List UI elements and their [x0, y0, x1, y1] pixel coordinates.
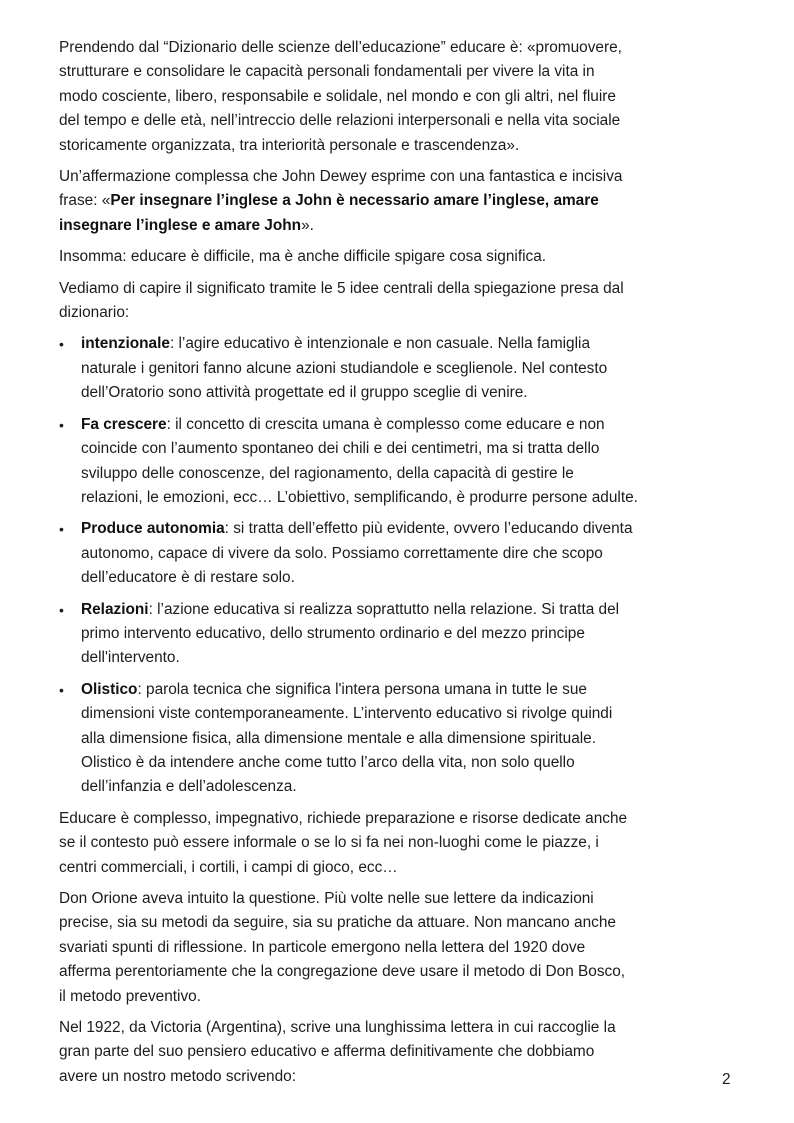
text-line: relazioni, le emozioni, ecc… L’obiettivo, semplificando, è produrre persone adulte. [81, 488, 638, 506]
paragraph-dewey-quote [59, 165, 739, 238]
paragraph-definition [59, 36, 739, 158]
text-line: dell’Oratorio sono attività progettate ed il gruppo sceglie di venire. [81, 384, 528, 402]
paragraph-educare-complesso [59, 807, 739, 880]
paragraph-insomma [59, 245, 739, 269]
text-line: primo intervento educativo, dello strumento ordinario e del mezzo principe [81, 624, 585, 642]
idea-term: Relazioni [81, 600, 149, 618]
text-line: Insomma: educare è difficile, ma è anche difficile spigare cosa significa. [59, 248, 547, 266]
list-item-olistico [59, 678, 739, 800]
text-line: dell'intervento. [81, 649, 180, 667]
text-line: sviluppo delle conoscenze, del ragionamento, della capacità di gestire le [81, 464, 574, 482]
text-line: Olistico è da intendere anche come tutto l’arco della vita, non solo quello [81, 753, 575, 771]
paragraph-nel-1922 [59, 1016, 739, 1089]
text-line: Un’affermazione complessa che John Dewey esprime con una fantastica e incisiva [59, 168, 623, 186]
list-item-relazioni [59, 598, 739, 671]
quote-suffix: ». [301, 216, 314, 234]
text-line: se il contesto può essere informale o se lo si fa nei non-luoghi come le piazze, i [59, 834, 599, 852]
bullet-icon: • [59, 681, 64, 698]
dewey-quote-bold: insegnare l’inglese e amare John [59, 216, 302, 234]
text-line: naturale i genitori fanno alcune azioni studiandole e sceglienole. Nel contesto [81, 359, 608, 377]
quote-prefix: frase: « [59, 192, 111, 210]
text-line: dell’educatore è di restare solo. [81, 569, 295, 587]
text-line: dizionario: [59, 304, 130, 322]
text-line: alla dimensione fisica, alla dimensione mentale e alla dimensione spirituale. [81, 729, 597, 747]
text-line: Prendendo dal “Dizionario delle scienze dell’educazione” educare è: «promuovere, [59, 39, 622, 56]
document-page [59, 36, 739, 1096]
idea-term: Olistico [81, 680, 138, 698]
text-line: svariati spunti di riflessione. In particole emergono nella lettera del 1920 dove [59, 938, 586, 956]
bullet-icon: • [59, 521, 64, 538]
text-line: storicamente organizzata, tra interiorità personale e trascendenza». [59, 136, 520, 154]
text-line: afferma perentoriamente che la congregazione deve usare il metodo di Don Bosco, [59, 963, 626, 981]
bullet-icon: • [59, 416, 64, 433]
text-line: autonomo, capace di vivere da solo. Possiamo correttamente dire che scopo [81, 544, 603, 562]
list-item-intenzionale [59, 332, 739, 405]
text-line: Vediamo di capire il significato tramite le 5 idee centrali della spiegazione presa dal [59, 279, 624, 297]
idea-text: : l’agire educativo è intenzionale e non casuale. Nella famiglia [169, 335, 591, 353]
idea-term: Produce autonomia [81, 520, 225, 538]
text-line: coincide con l’aumento spontaneo dei chili e dei centimetri, ma si tratta dello [81, 440, 600, 458]
text-line: avere un nostro metodo scrivendo: [59, 1067, 296, 1085]
paragraph-don-orione [59, 887, 739, 1009]
idea-text: : parola tecnica che significa l'intera persona umana in tutte le sue [137, 680, 587, 698]
text-line: il metodo preventivo. [59, 987, 202, 1005]
text-line: del tempo e delle età, nell’intreccio delle relazioni interpersonali e nella vita sociale [59, 112, 621, 130]
idea-term: intenzionale [81, 335, 170, 353]
dewey-quote-bold: Per insegnare l’inglese a John è necessario amare l’inglese, amare [110, 192, 599, 210]
list-item-fa-crescere [59, 413, 739, 511]
idea-text: : il concetto di crescita umana è complesso come educare e non [166, 415, 605, 433]
text-line: gran parte del suo pensiero educativo e afferma definitivamente che dobbiamo [59, 1043, 595, 1061]
list-item-produce-autonomia [59, 517, 739, 590]
text-line [59, 214, 739, 238]
text-line: dimensioni viste contemporaneamente. L’intervento educativo si rivolge quindi [81, 705, 613, 723]
text-line: strutturare e consolidare le capacità personali fondamentali per vivere la vita in [59, 63, 595, 81]
text-line: Nel 1922, da Victoria (Argentina), scrive una lunghissima lettera in cui raccoglie la [59, 1019, 616, 1037]
text-line: precise, sia su metodi da seguire, sia su pratiche da attuare. Non mancano anche [59, 914, 616, 932]
paragraph-vediamo [59, 277, 739, 326]
page-number: 2 [722, 1071, 731, 1088]
text-line: dell’infanzia e dell’adolescenza. [81, 778, 297, 796]
text-line [59, 189, 739, 213]
text-line: centri commerciali, i cortili, i campi di gioco, ecc… [59, 858, 398, 876]
ideas-bullet-list [59, 332, 739, 799]
idea-text: : si tratta dell’effetto più evidente, ovvero l’educando diventa [224, 520, 633, 538]
bullet-icon: • [59, 336, 64, 353]
text-line: Don Orione aveva intuito la questione. Più volte nelle sue lettere da indicazioni [59, 890, 594, 907]
text-line: modo cosciente, libero, responsabile e solidale, nel mondo e con gli altri, nel fluire [59, 87, 616, 105]
text-line: Educare è complesso, impegnativo, richiede preparazione e risorse dedicate anche [59, 809, 628, 827]
idea-term: Fa crescere [81, 415, 167, 433]
bullet-icon: • [59, 601, 64, 618]
idea-text: : l’azione educativa si realizza soprattutto nella relazione. Si tratta del [148, 600, 620, 618]
